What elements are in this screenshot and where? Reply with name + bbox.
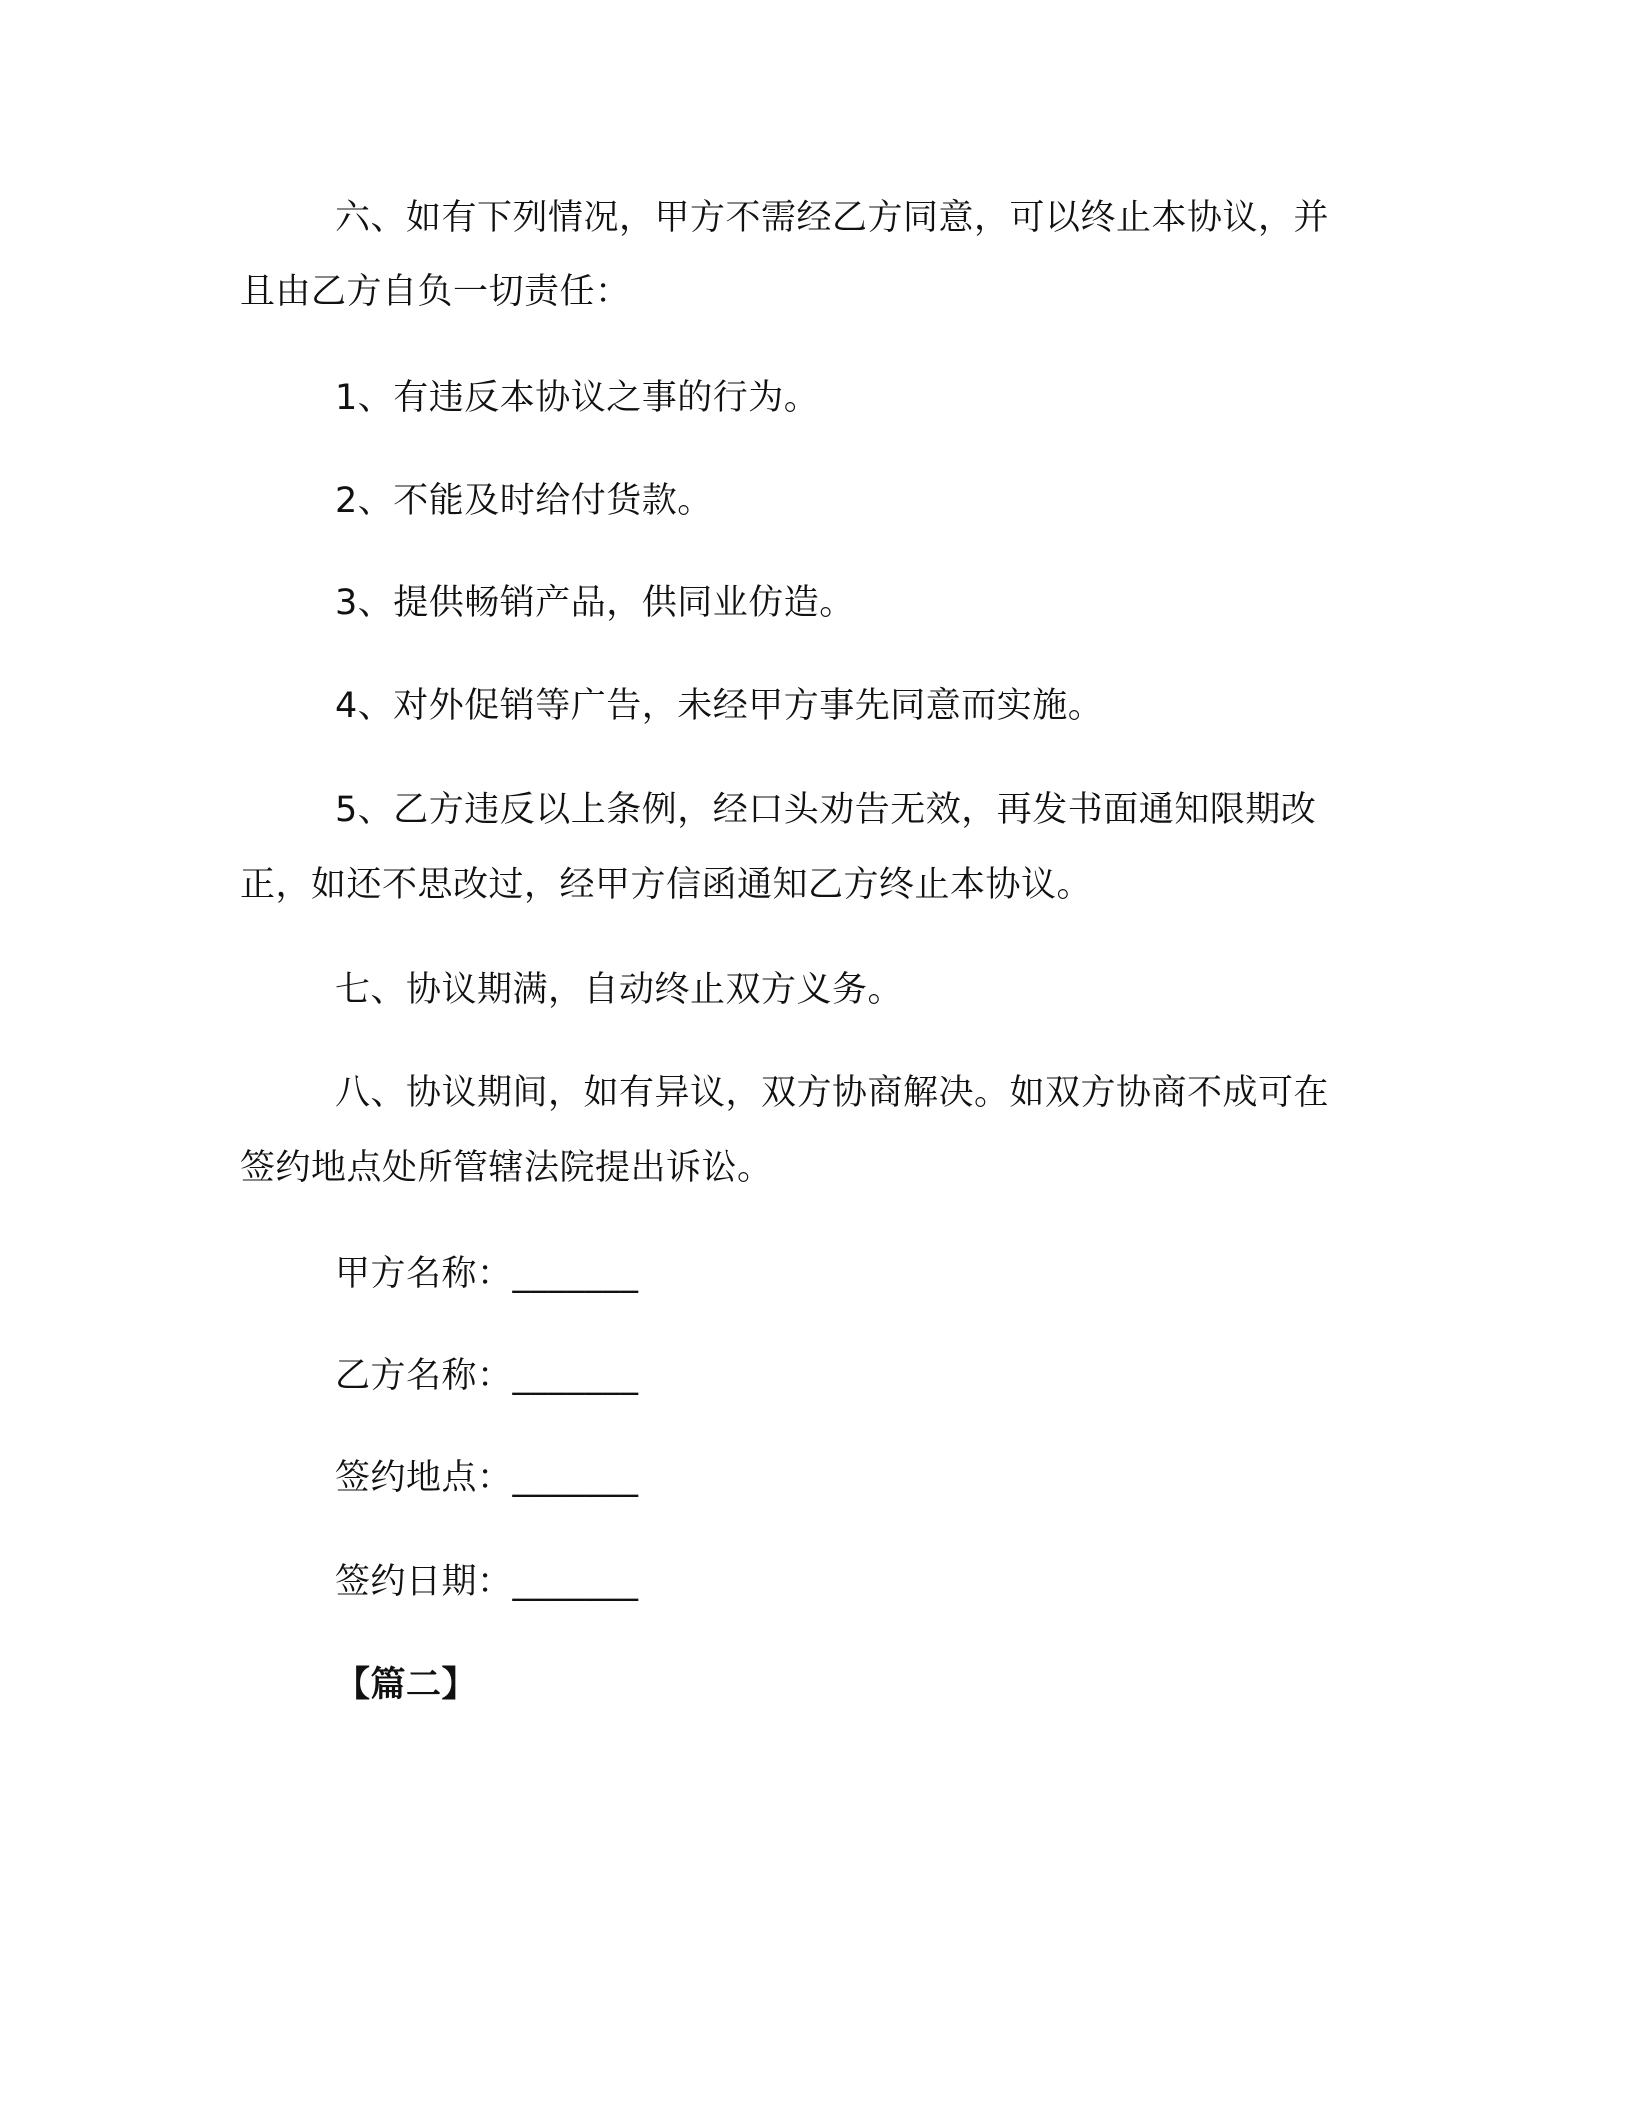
- item-four: 4、对外促销等广告，未经甲方事先同意而实施。: [335, 686, 1104, 726]
- item-five-line-1: 5、乙方违反以上条例，经口头劝告无效，再发书面通知限期改: [335, 790, 1317, 830]
- item-two: 2、不能及时给付货款。: [335, 481, 713, 521]
- clause-eight-line-1: 八、协议期间，如有异议，双方协商解决。如双方协商不成可在: [335, 1073, 1330, 1113]
- clause-six-line-2: 且由乙方自负一切责任：: [240, 272, 631, 312]
- clause-six-line-1: 六、如有下列情况，甲方不需经乙方同意，可以终止本协议，并: [335, 198, 1330, 238]
- party-a-name-field: 甲方名称：_______: [335, 1254, 639, 1294]
- signing-date-field: 签约日期：_______: [335, 1562, 639, 1602]
- party-b-name-field: 乙方名称：_______: [335, 1356, 639, 1396]
- item-five-line-2: 正，如还不思改过，经甲方信函通知乙方终止本协议。: [240, 865, 1093, 905]
- signing-place-field: 签约地点：_______: [335, 1458, 639, 1498]
- clause-seven: 七、协议期满，自动终止双方义务。: [335, 970, 904, 1010]
- item-one: 1、有违反本协议之事的行为。: [335, 378, 820, 418]
- item-three: 3、提供畅销产品，供同业仿造。: [335, 583, 855, 623]
- section-two-heading: 【篇二】: [335, 1665, 478, 1705]
- clause-eight-line-2: 签约地点处所管辖法院提出诉讼。: [240, 1148, 773, 1188]
